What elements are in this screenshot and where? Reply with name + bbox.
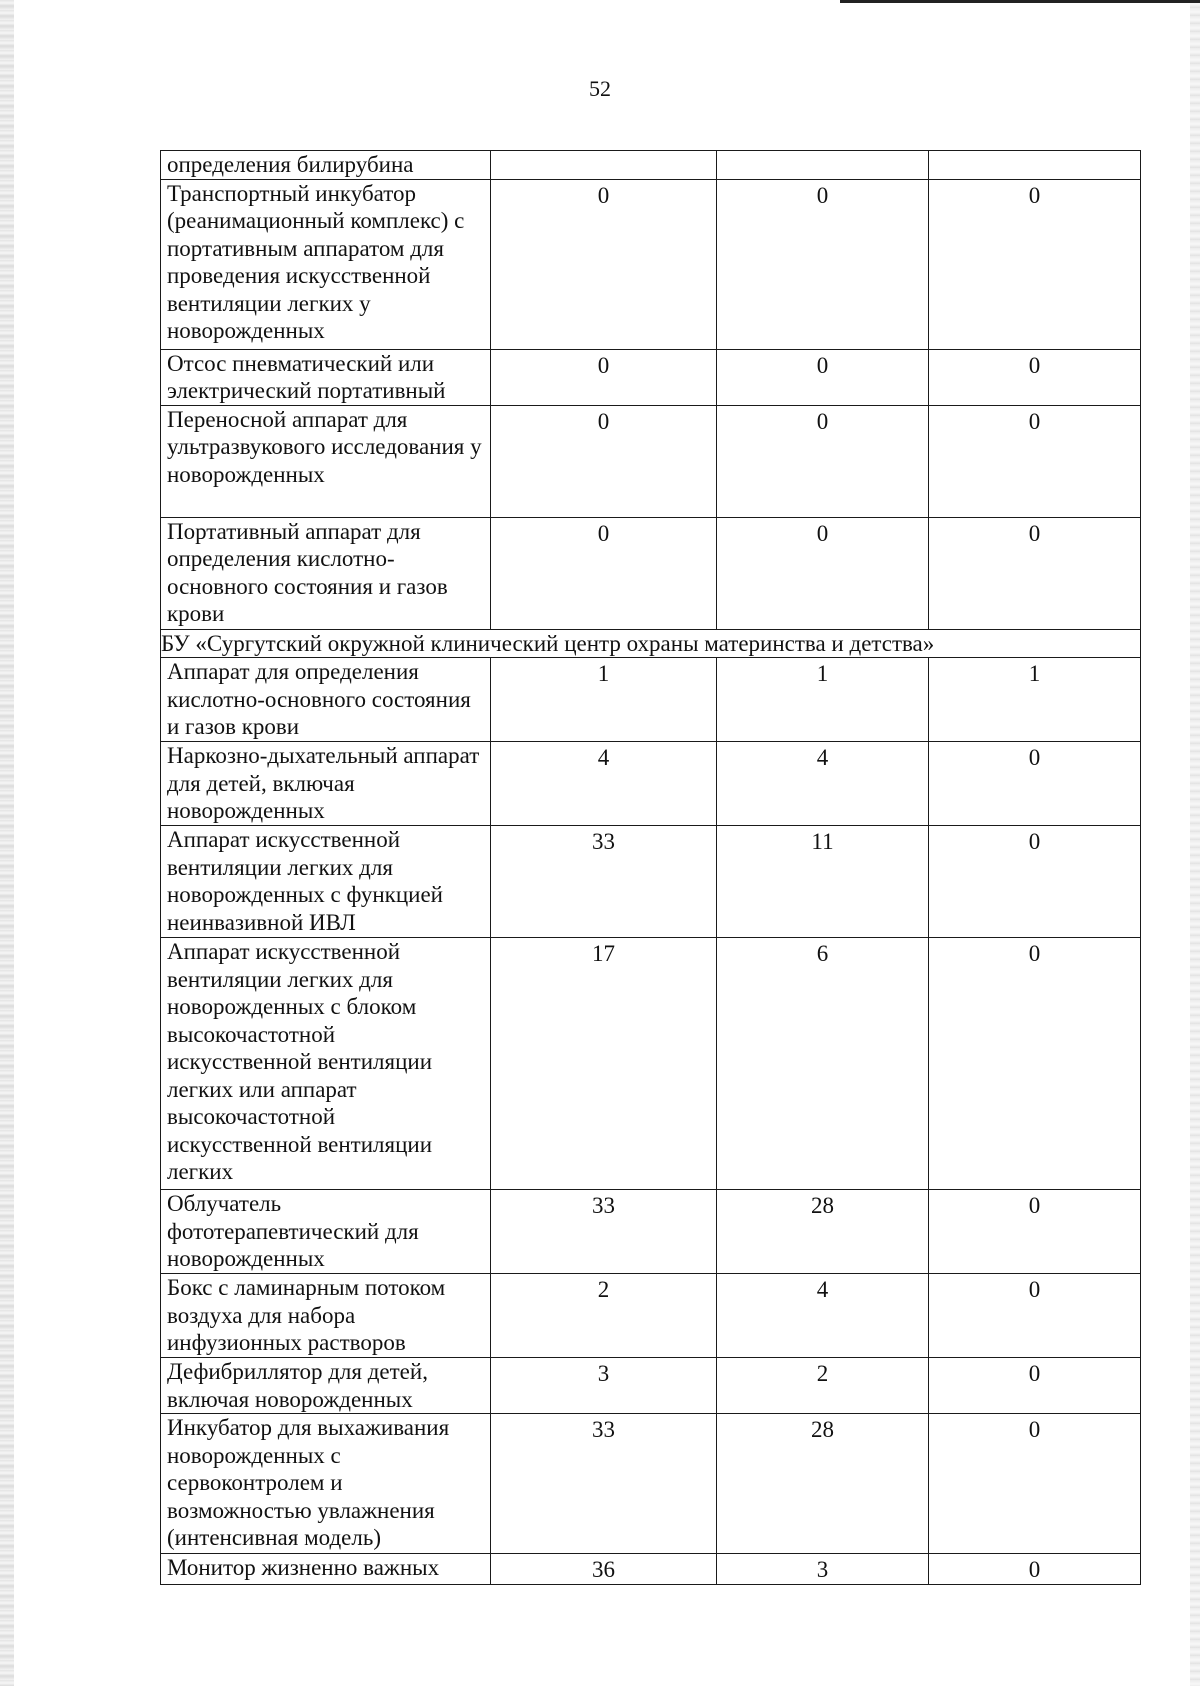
table-row: [161, 1358, 1141, 1414]
table-row: [161, 1190, 1141, 1274]
table-row: [161, 405, 1141, 517]
value-col-3: 0: [929, 405, 1141, 517]
value-col-2: 0: [717, 349, 929, 405]
value-col-1: 0: [491, 405, 717, 517]
value-col-2: 4: [717, 1274, 929, 1358]
value-col-3: 0: [929, 938, 1141, 1190]
table-row: [161, 742, 1141, 826]
table-row: [161, 826, 1141, 938]
value-col-2: 28: [717, 1414, 929, 1554]
equipment-table: [160, 150, 1141, 1585]
equipment-name: Дефибриллятор для детей, включая новорожденных: [161, 1358, 491, 1414]
table-row: [161, 151, 1141, 180]
value-col-3: 0: [929, 1554, 1141, 1585]
value-col-1: 0: [491, 517, 717, 629]
table-row: [161, 349, 1141, 405]
value-col-3: 0: [929, 349, 1141, 405]
value-col-3: 0: [929, 1358, 1141, 1414]
scan-edge-right: [1190, 0, 1200, 1686]
value-col-2: [717, 151, 929, 180]
value-col-1: 33: [491, 1190, 717, 1274]
equipment-name: Аппарат искусственной вентиляции легких для новорожденных с функцией неинвазивной ИВЛ: [161, 826, 491, 938]
value-col-2: 1: [717, 658, 929, 742]
value-col-2: 28: [717, 1190, 929, 1274]
table-row: [161, 517, 1141, 629]
value-col-3: 0: [929, 742, 1141, 826]
table-row: [161, 938, 1141, 1190]
value-col-1: 0: [491, 179, 717, 349]
equipment-name: Аппарат для определения кислотно-основного состояния и газов крови: [161, 658, 491, 742]
value-col-1: [491, 151, 717, 180]
value-col-1: 33: [491, 1414, 717, 1554]
value-col-2: 3: [717, 1554, 929, 1585]
equipment-name: Транспортный инкубатор (реанимационный комплекс) с портативным аппаратом для проведения искусственной вентиляции легких у новорожденных: [161, 179, 491, 349]
value-col-1: 2: [491, 1274, 717, 1358]
table-row: [161, 1274, 1141, 1358]
value-col-3: 0: [929, 517, 1141, 629]
value-col-3: 0: [929, 826, 1141, 938]
value-col-1: 1: [491, 658, 717, 742]
organization-name: БУ «Сургутский окружной клинический центр охраны материнства и детства»: [161, 629, 1141, 658]
value-col-1: 33: [491, 826, 717, 938]
top-rule: [840, 0, 1200, 3]
value-col-1: 4: [491, 742, 717, 826]
equipment-name: Портативный аппарат для определения кислотно-основного состояния и газов крови: [161, 517, 491, 629]
equipment-name: Наркозно-дыхательный аппарат для детей, включая новорожденных: [161, 742, 491, 826]
equipment-name: Отсос пневматический или электрический портативный: [161, 349, 491, 405]
equipment-name: Переносной аппарат для ультразвукового исследования у новорожденных: [161, 405, 491, 517]
value-col-3: 0: [929, 1190, 1141, 1274]
value-col-1: 17: [491, 938, 717, 1190]
value-col-2: 11: [717, 826, 929, 938]
table-row: [161, 658, 1141, 742]
value-col-2: 0: [717, 405, 929, 517]
value-col-1: 3: [491, 1358, 717, 1414]
equipment-name: определения билирубина: [161, 151, 491, 180]
organization-row: [161, 629, 1141, 658]
value-col-1: 0: [491, 349, 717, 405]
value-col-1: 36: [491, 1554, 717, 1585]
value-col-3: [929, 151, 1141, 180]
value-col-2: 2: [717, 1358, 929, 1414]
equipment-name: Аппарат искусственной вентиляции легких для новорожденных с блоком высокочастотной искусственной вентиляции легких или аппарат высокочастотной искусственной вентиляции легких: [161, 938, 491, 1190]
table-row: [161, 1554, 1141, 1585]
value-col-2: 0: [717, 179, 929, 349]
value-col-3: 0: [929, 179, 1141, 349]
equipment-name: Инкубатор для выхаживания новорожденных с сервоконтролем и возможностью увлажнения (интенсивная модель): [161, 1414, 491, 1554]
page-number: 52: [589, 76, 611, 101]
equipment-name: Монитор жизненно важных: [161, 1554, 491, 1585]
equipment-name: Бокс с ламинарным потоком воздуха для набора инфузионных растворов: [161, 1274, 491, 1358]
equipment-name: Облучатель фототерапевтический для новорожденных: [161, 1190, 491, 1274]
value-col-2: 4: [717, 742, 929, 826]
value-col-3: 0: [929, 1414, 1141, 1554]
value-col-2: 6: [717, 938, 929, 1190]
value-col-3: 0: [929, 1274, 1141, 1358]
table-row: [161, 1414, 1141, 1554]
value-col-2: 0: [717, 517, 929, 629]
table-row: [161, 179, 1141, 349]
value-col-3: 1: [929, 658, 1141, 742]
scan-edge-left: [0, 0, 14, 1686]
